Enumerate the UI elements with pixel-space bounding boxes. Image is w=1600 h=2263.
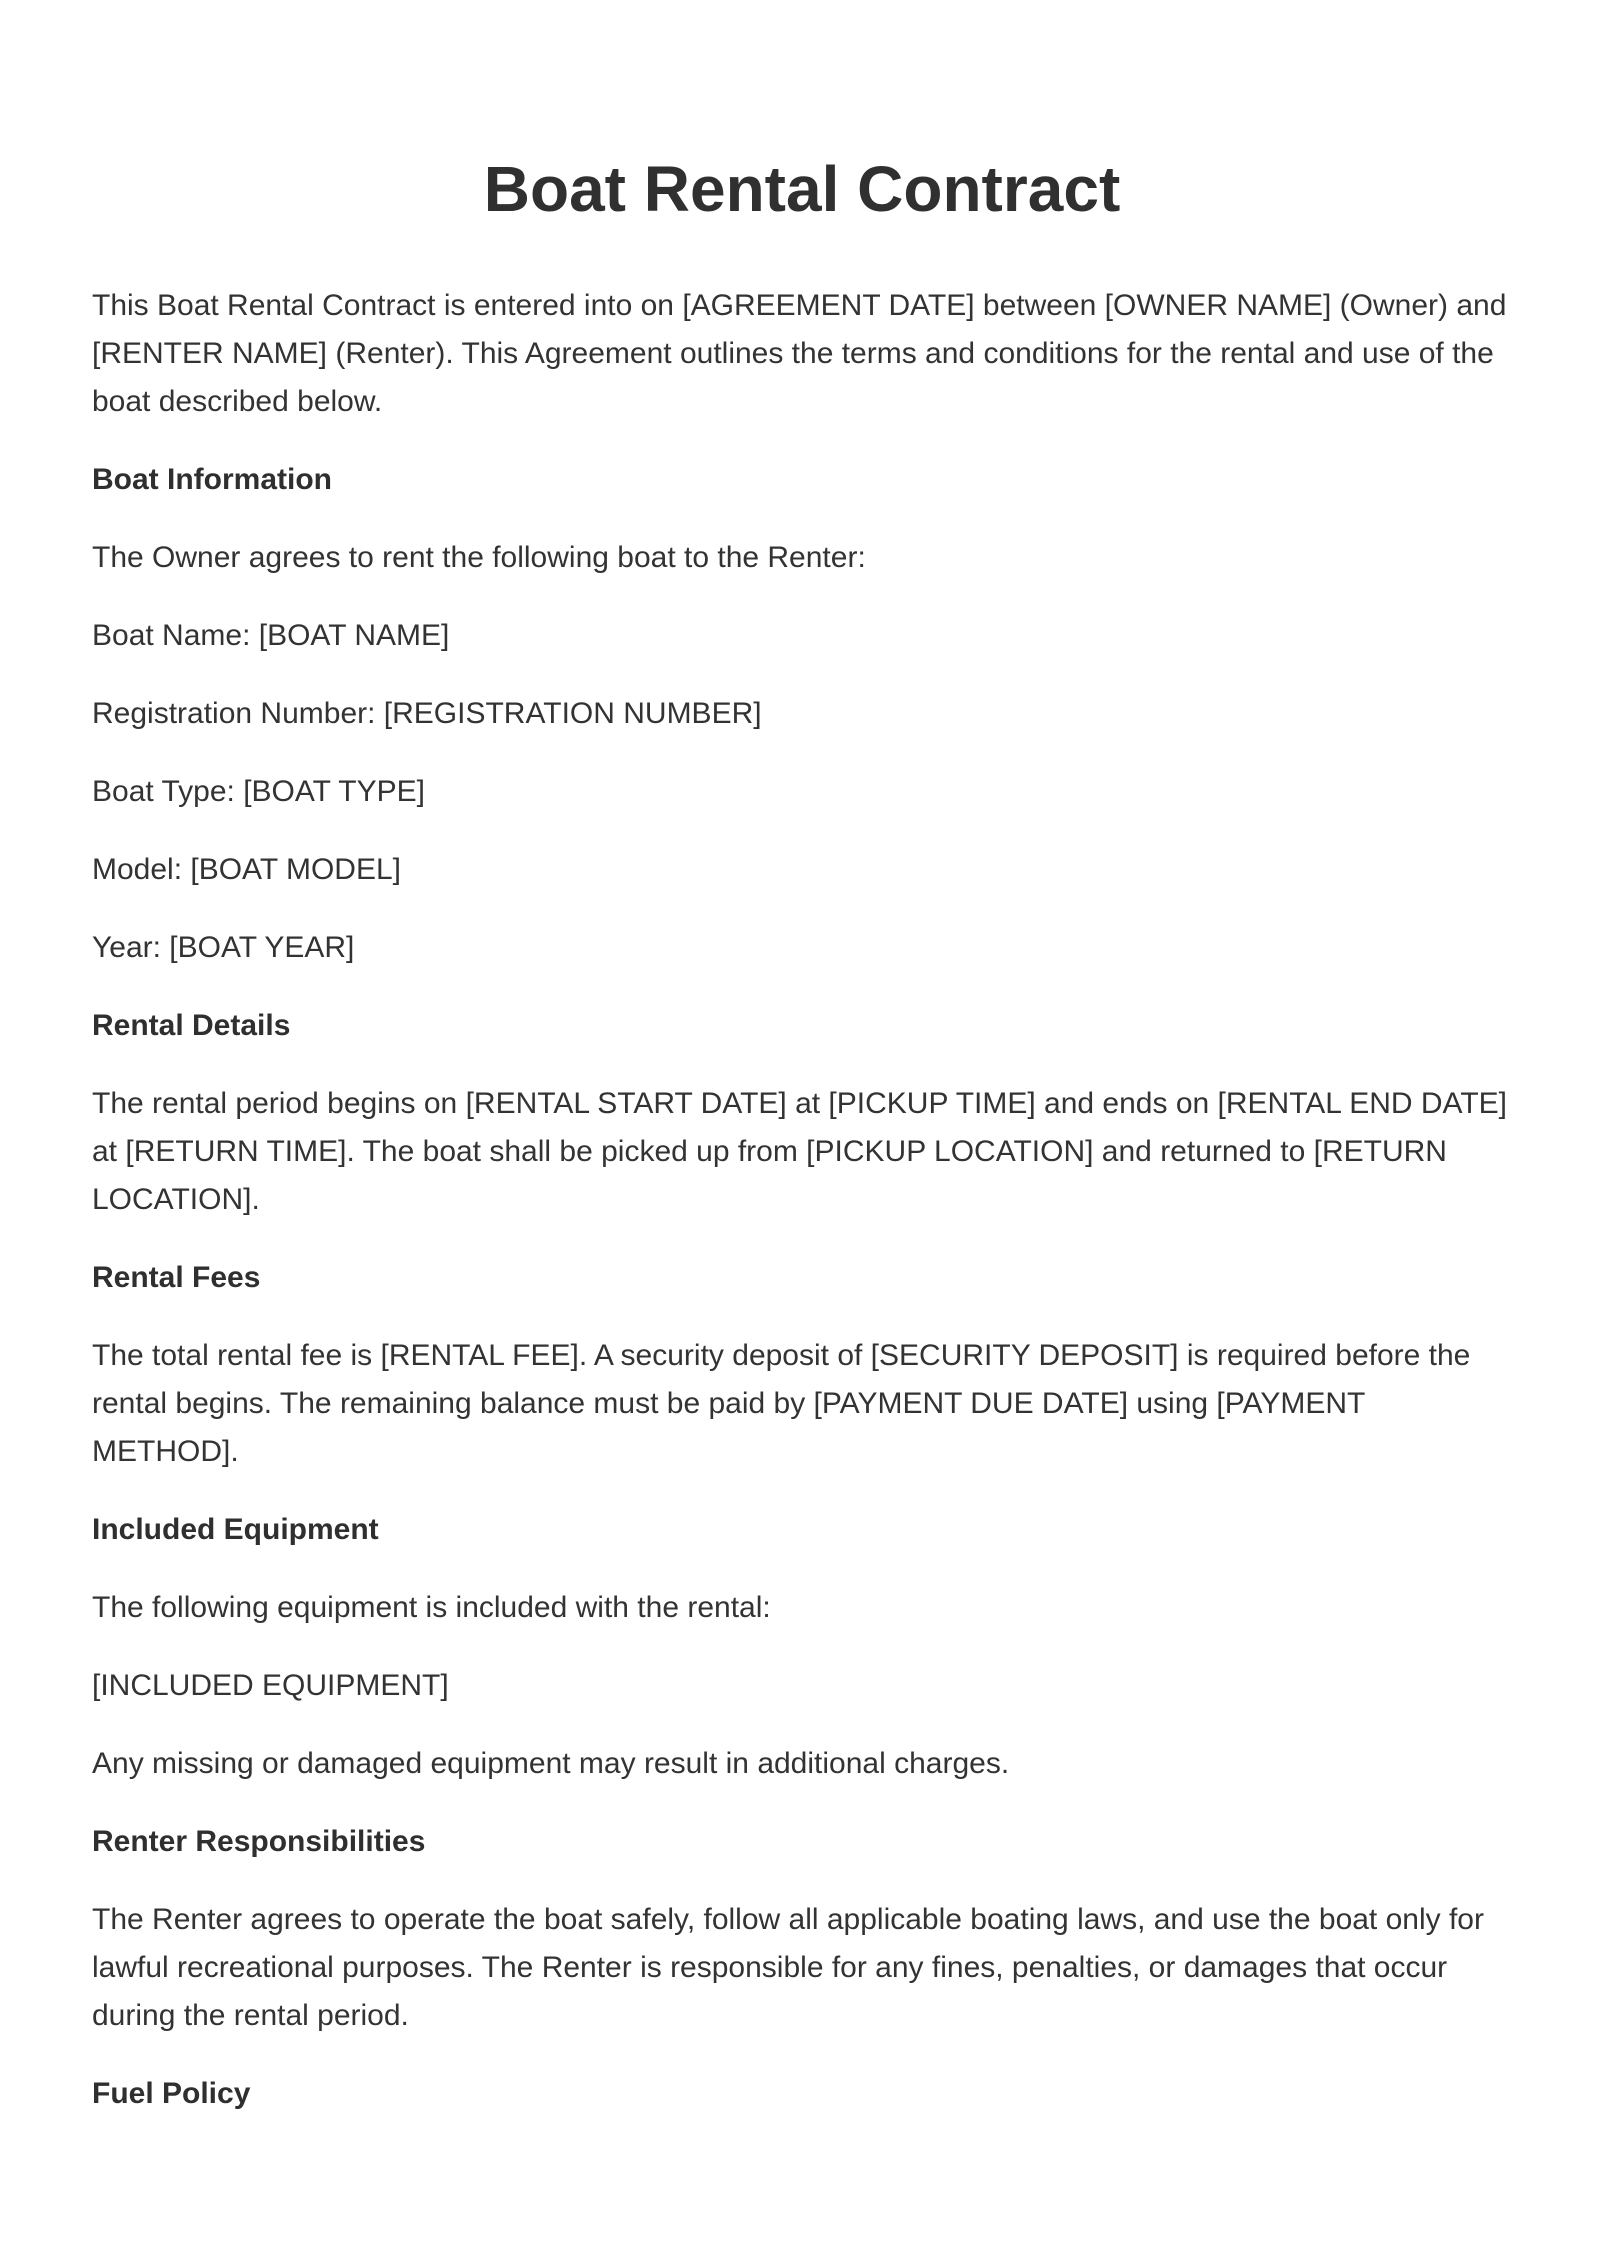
included-equipment-heading: Included Equipment [92,1513,379,1546]
rental-fees-paragraph: The total rental fee is [RENTAL FEE]. A security deposit of [SECURITY DEPOSIT] is required before the rental begins. The remaining balance must be paid by [PAYMENT DUE DATE] using [PAYMENT METHOD]. [92,1339,1471,1468]
renter-responsibilities-paragraph: The Renter agrees to operate the boat safely, follow all applicable boating laws, and use the boat only for lawful recreational purposes. The Renter is responsible for any fines, penalties, or damages that occur during the rental period. [92,1903,1484,2032]
included-equipment-placeholder: [INCLUDED EQUIPMENT] [92,1669,449,1702]
intro-paragraph: This Boat Rental Contract is entered into on [AGREEMENT DATE] between [OWNER NAME] (Owner) and [RENTER NAME] (Renter). This Agreement outlines the terms and conditions for the rental and use of the boat described below. [92,289,1507,418]
registration-number-field: Registration Number: [REGISTRATION NUMBER] [92,697,762,730]
boat-year-field: Year: [BOAT YEAR] [92,931,355,964]
boat-information-lead: The Owner agrees to rent the following boat to the Renter: [92,541,866,574]
renter-responsibilities-heading: Renter Responsibilities [92,1825,426,1858]
boat-name-field: Boat Name: [BOAT NAME] [92,619,450,652]
fuel-policy-heading: Fuel Policy [92,2077,251,2110]
rental-fees-heading: Rental Fees [92,1261,261,1294]
document-title: Boat Rental Contract [483,153,1121,225]
contract-content [92,150,1512,2148]
rental-details-paragraph: The rental period begins on [RENTAL START DATE] at [PICKUP TIME] and ends on [RENTAL END DATE] at [RETURN TIME]. The boat shall be picked up from [PICKUP LOCATION] and returned to [RETURN LOCATION]. [92,1087,1508,1216]
boat-information-heading: Boat Information [92,463,332,496]
boat-model-field: Model: [BOAT MODEL] [92,853,401,886]
included-equipment-note: Any missing or damaged equipment may result in additional charges. [92,1747,1010,1780]
rental-details-heading: Rental Details [92,1009,291,1042]
included-equipment-lead: The following equipment is included with the rental: [92,1591,771,1624]
boat-type-field: Boat Type: [BOAT TYPE] [92,775,425,808]
